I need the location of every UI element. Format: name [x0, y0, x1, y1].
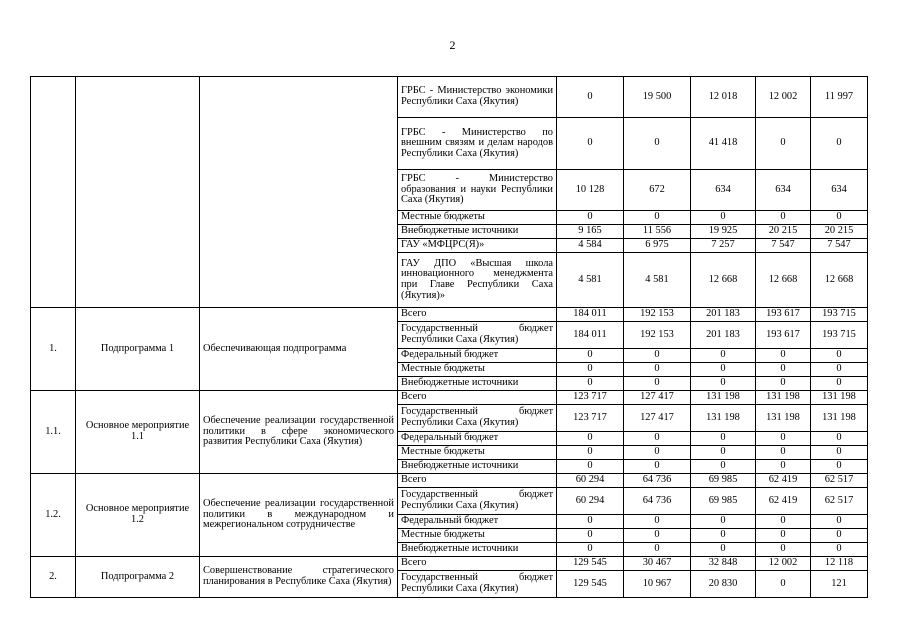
name-cell [76, 77, 200, 308]
source-label: ГРБС - Министерство экономики Республики Саха (Якутия) [398, 77, 557, 118]
value-cell: 62 517 [811, 488, 868, 515]
value-cell: 0 [691, 432, 756, 446]
source-label: Государственный бюджет Республики Саха (Якутия) [398, 322, 557, 349]
source-label: Государственный бюджет Республики Саха (Якутия) [398, 571, 557, 598]
budget-table [30, 76, 868, 598]
value-cell: 4 584 [557, 239, 624, 253]
value-cell: 193 715 [811, 308, 868, 322]
number-cell: 2. [31, 557, 76, 598]
value-cell: 60 294 [557, 488, 624, 515]
value-cell: 0 [557, 515, 624, 529]
number-cell: 1.1. [31, 391, 76, 474]
source-label: Федеральный бюджет [398, 432, 557, 446]
value-cell: 0 [624, 349, 691, 363]
value-cell: 7 547 [811, 239, 868, 253]
value-cell: 11 556 [624, 225, 691, 239]
value-cell: 0 [811, 349, 868, 363]
table-row [31, 308, 868, 322]
source-label: Государственный бюджет Республики Саха (Якутия) [398, 405, 557, 432]
value-cell: 0 [624, 446, 691, 460]
value-cell: 0 [756, 515, 811, 529]
value-cell: 62 419 [756, 488, 811, 515]
value-cell: 0 [756, 571, 811, 598]
value-cell: 193 617 [756, 308, 811, 322]
value-cell: 0 [624, 118, 691, 170]
value-cell: 0 [691, 515, 756, 529]
value-cell: 69 985 [691, 488, 756, 515]
title-cell: Обеспечение реализации государственной политики в сфере экономического развития Республики Саха (Якутия) [200, 391, 398, 474]
value-cell: 20 215 [756, 225, 811, 239]
value-cell: 129 545 [557, 557, 624, 571]
value-cell: 0 [691, 460, 756, 474]
value-cell: 32 848 [691, 557, 756, 571]
source-label: Всего [398, 308, 557, 322]
value-cell: 0 [811, 211, 868, 225]
source-label: Всего [398, 557, 557, 571]
value-cell: 10 967 [624, 571, 691, 598]
value-cell: 0 [557, 118, 624, 170]
source-label: Местные бюджеты [398, 529, 557, 543]
value-cell: 0 [691, 543, 756, 557]
value-cell: 0 [811, 377, 868, 391]
value-cell: 634 [811, 170, 868, 211]
value-cell: 7 547 [756, 239, 811, 253]
value-cell: 9 165 [557, 225, 624, 239]
source-label: Федеральный бюджет [398, 515, 557, 529]
value-cell: 62 419 [756, 474, 811, 488]
value-cell: 60 294 [557, 474, 624, 488]
value-cell: 4 581 [624, 253, 691, 308]
source-label: Всего [398, 474, 557, 488]
table-row [31, 77, 868, 118]
value-cell: 184 011 [557, 308, 624, 322]
value-cell: 0 [756, 460, 811, 474]
value-cell: 201 183 [691, 322, 756, 349]
value-cell: 131 198 [691, 391, 756, 405]
name-cell: Подпрограмма 1 [76, 308, 200, 391]
title-cell [200, 77, 398, 308]
value-cell: 0 [811, 363, 868, 377]
value-cell: 12 002 [756, 557, 811, 571]
value-cell: 0 [756, 118, 811, 170]
value-cell: 0 [811, 118, 868, 170]
title-cell: Обеспечение реализации государственной политики в международном и межрегиональном сотрудничестве [200, 474, 398, 557]
value-cell: 0 [756, 543, 811, 557]
value-cell: 0 [557, 460, 624, 474]
value-cell: 41 418 [691, 118, 756, 170]
value-cell: 192 153 [624, 308, 691, 322]
value-cell: 193 617 [756, 322, 811, 349]
value-cell: 0 [624, 363, 691, 377]
value-cell: 0 [624, 529, 691, 543]
value-cell: 127 417 [624, 391, 691, 405]
number-cell: 1. [31, 308, 76, 391]
value-cell: 0 [756, 349, 811, 363]
value-cell: 10 128 [557, 170, 624, 211]
value-cell: 4 581 [557, 253, 624, 308]
source-label: ГРБС - Министерство образования и науки Республики Саха (Якутия) [398, 170, 557, 211]
page-number: 2 [449, 38, 456, 52]
value-cell: 12 118 [811, 557, 868, 571]
value-cell: 0 [691, 211, 756, 225]
value-cell: 0 [691, 363, 756, 377]
value-cell: 20 215 [811, 225, 868, 239]
source-label: Внебюджетные источники [398, 460, 557, 474]
table-row [31, 474, 868, 488]
source-label: ГАУ «МФЦРС(Я)» [398, 239, 557, 253]
source-label: Внебюджетные источники [398, 543, 557, 557]
title-cell: Обеспечивающая подпрограмма [200, 308, 398, 391]
value-cell: 0 [691, 446, 756, 460]
value-cell: 0 [811, 543, 868, 557]
value-cell: 0 [624, 460, 691, 474]
value-cell: 0 [624, 543, 691, 557]
value-cell: 0 [557, 349, 624, 363]
value-cell: 0 [756, 211, 811, 225]
value-cell: 12 668 [691, 253, 756, 308]
value-cell: 0 [691, 349, 756, 363]
value-cell: 123 717 [557, 405, 624, 432]
title-cell: Совершенствование стратегического планирования в Республике Саха (Якутия) [200, 557, 398, 598]
table-row [31, 557, 868, 571]
value-cell: 0 [624, 377, 691, 391]
value-cell: 192 153 [624, 322, 691, 349]
value-cell: 634 [691, 170, 756, 211]
value-cell: 19 925 [691, 225, 756, 239]
value-cell: 0 [756, 446, 811, 460]
value-cell: 12 002 [756, 77, 811, 118]
value-cell: 123 717 [557, 391, 624, 405]
value-cell: 0 [557, 77, 624, 118]
value-cell: 30 467 [624, 557, 691, 571]
value-cell: 0 [691, 529, 756, 543]
source-label: Всего [398, 391, 557, 405]
value-cell: 11 997 [811, 77, 868, 118]
source-label: ГРБС - Министерство по внешним связям и делам народов Республики Саха (Якутия) [398, 118, 557, 170]
source-label: Местные бюджеты [398, 363, 557, 377]
value-cell: 0 [624, 432, 691, 446]
value-cell: 0 [557, 377, 624, 391]
value-cell: 12 018 [691, 77, 756, 118]
value-cell: 7 257 [691, 239, 756, 253]
table-row [31, 391, 868, 405]
value-cell: 0 [557, 211, 624, 225]
value-cell: 0 [811, 446, 868, 460]
name-cell: Основное мероприятие 1.2 [76, 474, 200, 557]
value-cell: 62 517 [811, 474, 868, 488]
value-cell: 201 183 [691, 308, 756, 322]
value-cell: 184 011 [557, 322, 624, 349]
number-cell: 1.2. [31, 474, 76, 557]
value-cell: 193 715 [811, 322, 868, 349]
value-cell: 19 500 [624, 77, 691, 118]
value-cell: 634 [756, 170, 811, 211]
value-cell: 0 [811, 460, 868, 474]
value-cell: 12 668 [756, 253, 811, 308]
value-cell: 129 545 [557, 571, 624, 598]
value-cell: 0 [624, 515, 691, 529]
value-cell: 131 198 [756, 405, 811, 432]
value-cell: 69 985 [691, 474, 756, 488]
name-cell: Основное мероприятие 1.1 [76, 391, 200, 474]
value-cell: 672 [624, 170, 691, 211]
source-label: Государственный бюджет Республики Саха (Якутия) [398, 488, 557, 515]
source-label: Федеральный бюджет [398, 349, 557, 363]
source-label: ГАУ ДПО «Высшая школа инновационного менеджмента при Главе Республики Саха (Якутия)» [398, 253, 557, 308]
value-cell: 0 [691, 377, 756, 391]
value-cell: 0 [811, 529, 868, 543]
number-cell [31, 77, 76, 308]
value-cell: 0 [756, 529, 811, 543]
value-cell: 0 [557, 543, 624, 557]
value-cell: 127 417 [624, 405, 691, 432]
value-cell: 20 830 [691, 571, 756, 598]
value-cell: 131 198 [756, 391, 811, 405]
value-cell: 0 [811, 432, 868, 446]
value-cell: 64 736 [624, 488, 691, 515]
value-cell: 0 [557, 363, 624, 377]
source-label: Местные бюджеты [398, 446, 557, 460]
value-cell: 131 198 [811, 391, 868, 405]
value-cell: 0 [756, 377, 811, 391]
source-label: Местные бюджеты [398, 211, 557, 225]
value-cell: 131 198 [691, 405, 756, 432]
source-label: Внебюджетные источники [398, 377, 557, 391]
source-label: Внебюджетные источники [398, 225, 557, 239]
name-cell: Подпрограмма 2 [76, 557, 200, 598]
value-cell: 0 [557, 529, 624, 543]
value-cell: 0 [557, 446, 624, 460]
value-cell: 131 198 [811, 405, 868, 432]
value-cell: 0 [557, 432, 624, 446]
value-cell: 0 [756, 432, 811, 446]
value-cell: 12 668 [811, 253, 868, 308]
value-cell: 64 736 [624, 474, 691, 488]
value-cell: 0 [811, 515, 868, 529]
value-cell: 0 [624, 211, 691, 225]
value-cell: 121 [811, 571, 868, 598]
value-cell: 0 [756, 363, 811, 377]
value-cell: 6 975 [624, 239, 691, 253]
